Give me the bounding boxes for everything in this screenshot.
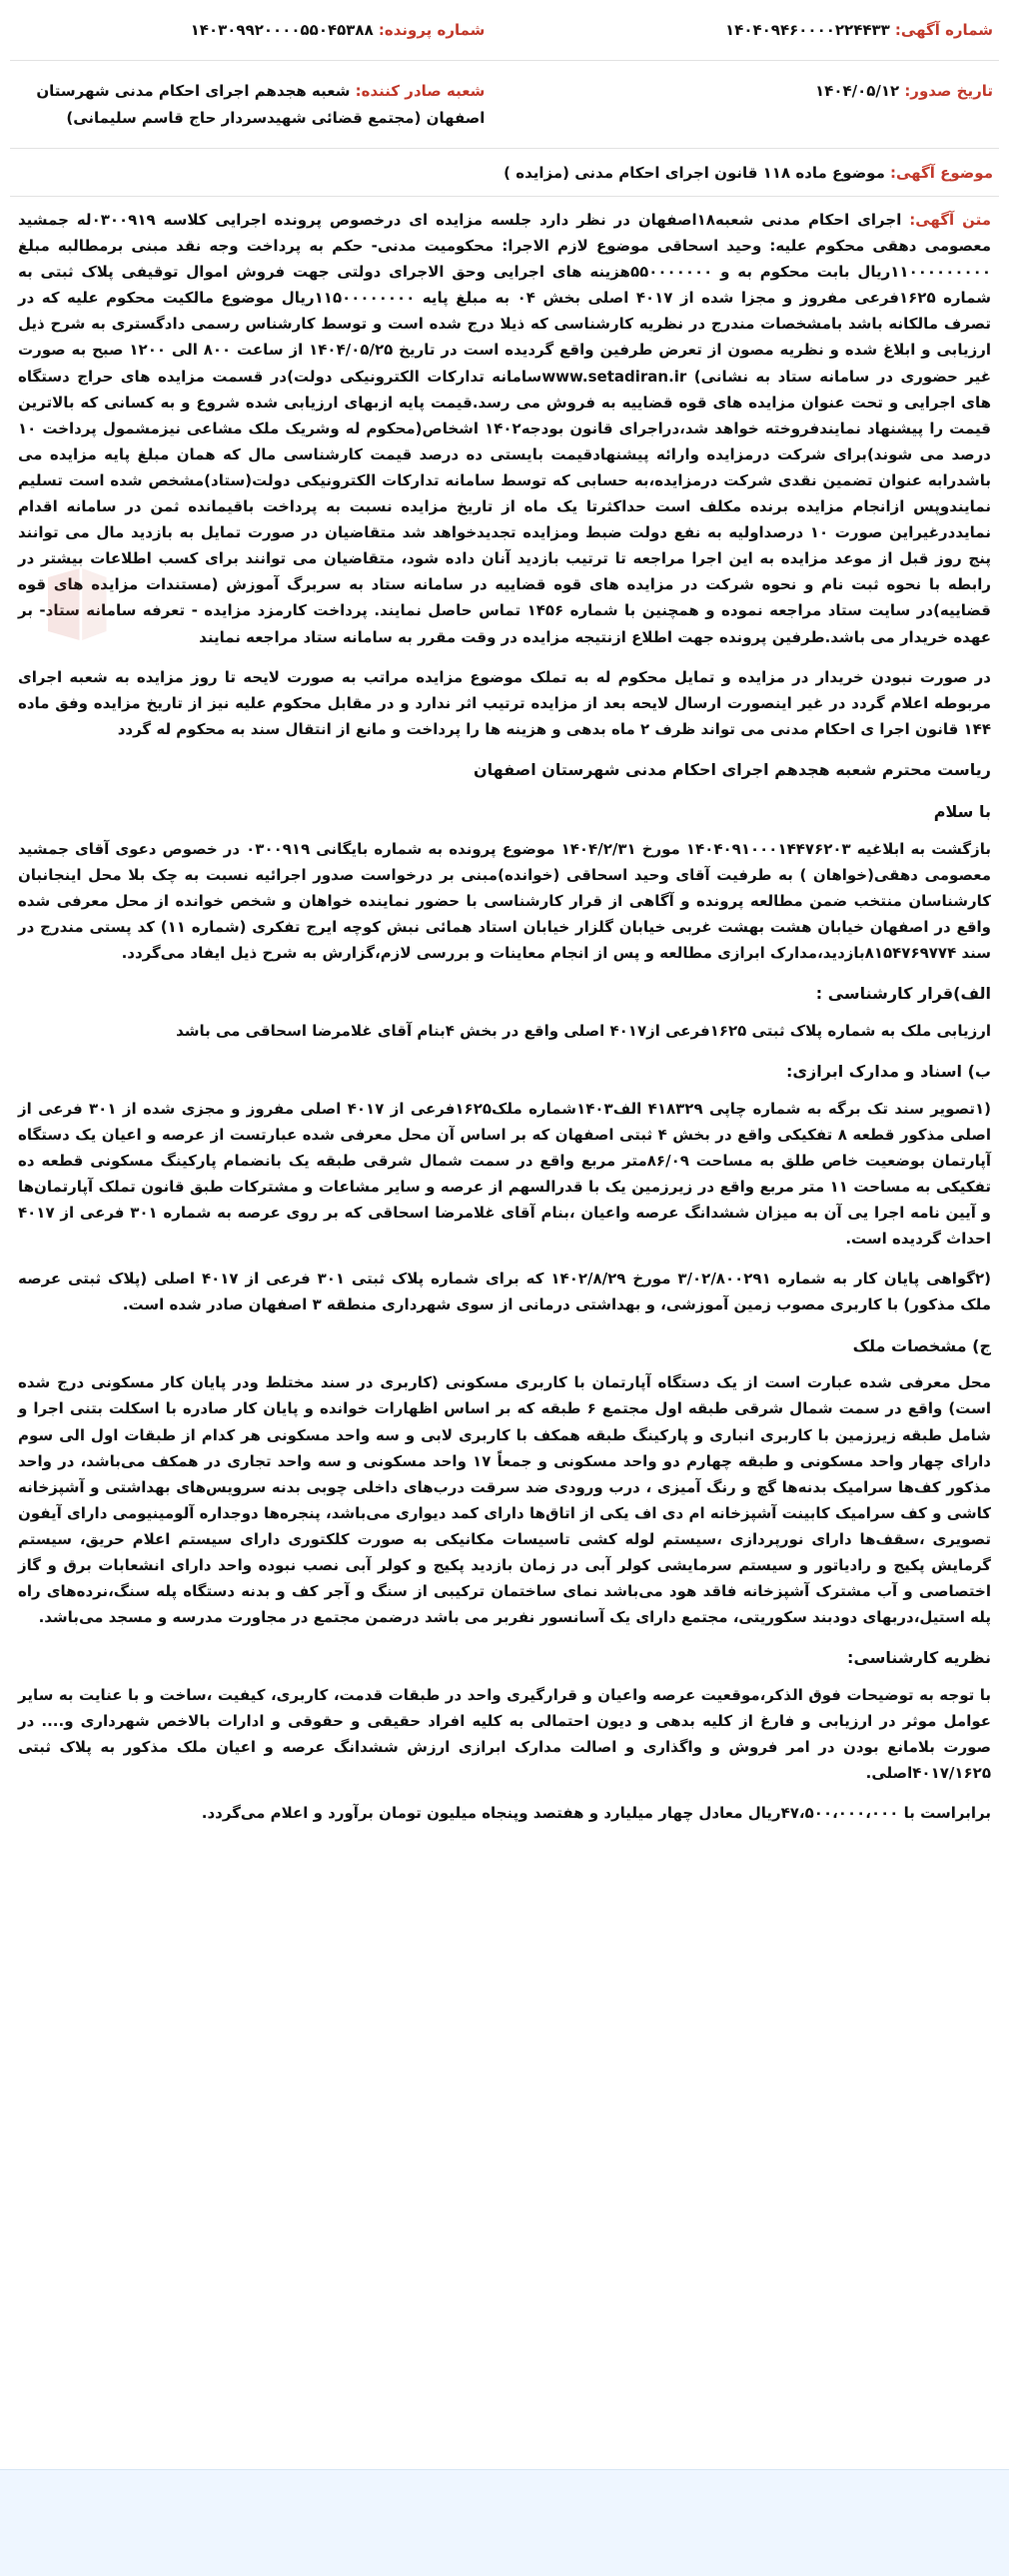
report-greeting: با سلام — [933, 801, 991, 821]
divider — [10, 148, 999, 149]
opinion-text: با توجه به توضیحات فوق الذکر،موقعیت عرصه واعیان و قرارگیری واحد در طبقات قدمت، کاربری، کیفیت ،ساخت و با عنایت به سایر عوامل موثر در ارزیابی و فارغ از کلیه بدهی و دیون احتمالی به کلیه افراد حقیقی و حقوقی و ادارات بالاخص شهرداری و.... در صورت بلامانع بودن در امر فروش و واگذاری و اصالت مدارک ابرازی ارزش ششدانگ عرصه و اعیان ملک مذکور به پلاک ثبتی ۴۰۱۷/۱۶۲۵اصلی. — [18, 1686, 991, 1783]
ad-number-label: شماره آگهی: — [894, 21, 993, 39]
issuer: شعبه هجدهم اجرای احکام مدنی شهرستان اصفهان (مجتمع قضائی شهیدسردار حاج قاسم سلیمانی) — [36, 81, 486, 127]
ad-number: ۱۴۰۴۰۹۴۶۰۰۰۰۲۲۴۴۳۳ — [725, 21, 890, 39]
section-c-text: محل معرفی شده عبارت است از یک دستگاه آپارتمان با کاربری مسکونی (کاربری در سند مختلط ودر پایان کار مسکونی درج شده است) واقع در سمت شمال شرقی طبقه اول مجتمع ۶ طبقه که بر اساس اظهارات خوانده و پایان کار صادره با اسکلت بتنی اجرا و شامل طبقه زیرزمین با کاربری انباری و پارکینگ طبقه همکف با کاربری لابی و سه واحد مسکونی هر کدام از طبقات اول الی سوم دارای چهار واحد مسکونی و طبقه چهارم دو واحد مسکونی و جمعاً ۱۷ واحد مسکونی و سه واحد تجاری در همکف می‌باشد، در واحد مذکور کف‌ها سرامیک بدنه‌ها گچ و رنگ آمیزی ، درب ورودی ضد سرقت درب‌های داخلی چوبی بدنه سرویس‌های بهداشتی و آشپزخانه کاشی و کف سرامیک کابینت آشپزخانه ام دی اف یکی از اتاق‌ها دارای کمد دیواری می‌باشد، پنجره‌ها دوجداره آلومینیومی دارای آیفون تصویری ،سقف‌ها دارای نورپردازی ،سیستم لوله کشی تاسیسات مکانیکی به صورت کلکتوری دارای سیستم اعلام حریق، سیستم گرمایش پکیج و رادیاتور و سیستم سرمایشی کولر آبی در زمان بازدید پکیج و کولر آبی نصب نبوده واحد دارای انشعابات برق و گاز اختصاصی و آب مشترک آشپزخانه فاقد هود می‌باشد نمای ساختمان ترکیبی از سنگ و آجر کف و بدنه دستگاه پله سنگ،نرده‌های راه پله استیل،دربهای دودبند سکوریتی، مجتمع دارای یک آسانسور نفربر می باشد درضمن مجتمع در مجاورت مدرسه و مسجد می‌باشد. — [18, 1373, 991, 1627]
subject-value: موضوع ماده ۱۱۸ قانون اجرای احکام مدنی (مزایده ) — [504, 163, 885, 182]
opinion-title: نظریه کارشناسی: — [847, 1648, 991, 1668]
body-paragraph-2: در صورت نبودن خریدار در مزایده و تمایل محکوم له به تملک موضوع مزایده مراتب به صورت لایحه تا روز مزایده به شعبه اجرای مربوطه اعلام گردد در غیر اینصورت ارسال لایحه بعد از مزایده ترتیب اثر ندارد و در مقابل محکوم علیه نیز از تاریخ مزایده وفق ماده ۱۴۴ قانون اجرا ی احکام مدنی می تواند ظرف ۲ ماه بدهی و هزینه ها را پرداخت و مانع از انتقال سند به محکوم له گردد — [18, 667, 991, 738]
divider — [10, 196, 999, 197]
subject-field — [10, 159, 999, 187]
issue-date: ۱۴۰۴/۰۵/۱۲ — [815, 81, 900, 100]
section-a-text: ارزیابی ملک به شماره پلاک ثبتی ۱۶۲۵فرعی از۴۰۱۷ اصلی واقع در بخش ۴بنام آقای غلامرضا اسحاقی می باشد — [176, 1021, 991, 1040]
section-b-title: ب) اسناد و مدارک ابرازی: — [785, 1061, 991, 1081]
body-paragraph-1-text: اجرای احکام مدنی شعبه۱۸اصفهان در نظر دارد جلسه مزایده ای درخصوص پرونده اجرایی کلاسه ۰۳۰۰۹۱۹له جمشید معصومی دهقی محکوم علیه: وحید اسحاقی موضوع لازم الاجرا: محکومیت مدنی- حکم به پرداخت وجه نقد مبنی برمطالبه مبلغ ۱۱۰۰۰۰۰۰۰۰۰ریال بابت محکوم به و ۵۵۰۰۰۰۰۰۰هزینه های اجرایی وحق الاجرای دولتی جهت فروش اموال توقیفی پلاک ثبتی به شماره ۱۶۲۵فرعی مفروز و مجزا شده از ۴۰۱۷ اصلی بخش ۰۴ به مبلغ پایه ۱۱۵۰۰۰۰۰۰۰۰ریال موضوع مالکیت محکوم علیه که در تصرف مالکانه باشد بامشخصات مندرج در نظریه کارشناسی که ذیلا درج شده است و توسط کارشناس رسمی دادگستری به شرح ذیل ارزیابی و ابلاغ شده و نظریه مصون از تعرض طرفین واقع گردیده است در تاریخ ۱۴۰۴/۰۵/۲۵ از ساعت ۸۰۰ الی ۱۲۰۰ صبح به صورت غیر حضوری در سامانه ستاد به نشانی) www.setadiran.irسامانه تدارکات الکترونیکی دولت)در قسمت مزایده های حراج دستگاه های اجرایی و تحت عنوان مزایده های قوه قضاییه به فروش می رسد.قیمت پایه ازبهای ارزیابی شده شروع و به کسانی که بالاترین قیمت را پیشنهاد نمایندفروخته خواهد شد،دراجرای قانون بودجه۱۴۰۲ اشخاص(محکوم له وشریک ملک مشاعی نیزمشمول پرداخت ۱۰ درصد می شوند)برای شرکت درمزایده وارائه پیشنهادقیمت بایستی ده درصد قیمت کارشناسی مال که همان مبلغ پایه مزایده می باشدرابه عنوان تضمین نقدی شرکت درمزایده،به حسابی که توسط سامانه تدارکات الکترونیکی دولت(ستاد)مشخص شده است تسلیم نمایندوپس ازانجام مزایده برنده مکلف است حداکثرتا یک ماه از تاریخ مزایده نسبت به پرداخت باقیمانده ثمن در سامانه اقدام نمایددرغیراین صورت ۱۰ درصداولیه به نفع دولت ضبط ومزایده تجدیدخواهد شد متقاضیان در صورت تمایل به بازدید مال می توانند پنج روز قبل از موعد مزایده به این اجرا مراجعه تا ترتیب بازدید آنان داده شود، متقاضیان می توانند برای کسب اطلاعات بیشتر در رابطه با نحوه ثبت نام و نحوه شرکت در مزایده های قوه قضاییه در سامانه ستاد به سربرگ آموزش (مستندات مزایده های قوه قضاییه)در سایت ستاد مراجعه نموده و همچنین با شماره ۱۴۵۶ تماس حاصل نمایند. پرداخت کارمزد مزایده - تعرفه سامانه ستاد- بر عهده خریدار می باشد.طرفین پرونده جهت اطلاع ازنتیجه مزایده در وقت مقرر به سامانه ستاد مراجعه نمایند — [18, 211, 992, 646]
issue-date-label: تاریخ صدور: — [904, 81, 993, 100]
header-row-2 — [10, 71, 999, 138]
issuer-field — [16, 77, 485, 132]
watermark-logo-icon — [30, 559, 120, 649]
case-number: ۱۴۰۳۰۹۹۲۰۰۰۰۵۵۰۴۵۳۸۸ — [190, 21, 374, 39]
body-label: متن آگهی: — [909, 211, 992, 229]
section-b-item-2: (۲گواهی پایان کار به شماره ۳/۰۲/۸۰۰۲۹۱ مورخ ۱۴۰۲/۸/۲۹ که برای شماره پلاک ثبتی ۳۰۱ فرعی از ۴۰۱۷ اصلی (پلاک ثبتی عرصه ملک مذکور) با کاربری مصوب زمین آموزشی، و بهداشتی درمانی از سوی شهرداری منطقه ۳ اصفهان صادر شده است. — [18, 1270, 991, 1314]
ad-number-field — [524, 16, 993, 44]
subject-label: موضوع آگهی: — [889, 163, 993, 182]
footer-band — [0, 2469, 1009, 2576]
final-valuation: برابراست با ۴۷،۵۰۰،۰۰۰،۰۰۰ریال معادل چهار میلیارد و هفتصد وپنجاه میلیون تومان برآورد و اعلام می‌گردد. — [201, 1804, 991, 1823]
report-heading: ریاست محترم شعبه هجدهم اجرای احکام مدنی شهرستان اصفهان — [474, 759, 991, 779]
report-intro: بازگشت به ابلاغیه ۱۴۰۴۰۹۱۰۰۰۱۴۴۷۶۲۰۳ مورخ ۱۴۰۴/۲/۳۱ موضوع پرونده به شماره بایگانی ۰۳۰۰۹۱۹ در خصوص دعوی آقای جمشید معصومی دهقی(خواهان ) به طرفیت آقای وحید اسحاقی (خوانده)مبنی بر درخواست صدور اجرائیه نسبت به چک بلا محل اینجانبان کارشناسان منتخب ضمن مطالعه پرونده و آگاهی از قرار کارشناسی با حضور نماینده خواهان و شخص خوانده از محل معرفی شده واقع در اصفهان خیابان هشت بهشت غربی خیابان گلزار خیابان استاد همائی نبش کوچه ایرج تفکری (شماره ۱۱) کد پستی مندرج در سند ۸۱۵۴۷۶۹۷۷۴بازدید،مدارک ابرازی مطالعه و پس از انجام معاینات و بررسی لازم،گزارش به شرح ذیل ایفاد می‌گردد. — [18, 839, 991, 962]
issuer-label: شعبه صادر کننده: — [355, 81, 486, 100]
body-paragraph-1 — [18, 207, 991, 650]
section-c-title: ج) مشخصات ملک — [852, 1335, 991, 1355]
section-a-title: الف)قرار کارشناسی : — [815, 984, 991, 1003]
header-row-1 — [10, 10, 999, 50]
section-b-item-1: (۱تصویر سند تک برگه به شماره چاپی ۴۱۸۳۲۹ الف۱۴۰۳شماره ملک۱۶۲۵فرعی از ۴۰۱۷ اصلی مفروز و مجزی شده از ۳۰۱ فرعی از اصلی مذکور قطعه ۸ تفکیکی واقع در بخش ۴ ثبتی اصفهان که بر اساس آن محل معرفی شده عبارتست از عرصه و اعیان یک دستگاه آپارتمان بوضعیت خاص طلق به مساحت ۸۶/۰۹متر مربع واقع در سمت شمال شرقی طبقه یک بانضمام پارکینگ مسکونی قطعه ده تفکیکی به مساحت ۱۱ متر مربع واقع در زیرزمین یک با قدرالسهم از عرصه و سایر مشاعات و مشترکات طبق قانون تملک آپارتمان‌ها و آیین نامه اجرا یی آن به میزان ششدانگ عرصه واعیان ،بنام آقای غلامرضا اسحاقی که بر روی عرصه به شماره ۳۰۱ فرعی از ۴۰۱۷ احداث گردیده است. — [18, 1099, 991, 1249]
announcement-page — [10, 10, 999, 1841]
case-number-label: شماره پرونده: — [378, 21, 486, 39]
announcement-body — [10, 207, 999, 1827]
issue-date-field — [524, 77, 993, 105]
case-number-field — [16, 16, 485, 44]
divider — [10, 60, 999, 61]
